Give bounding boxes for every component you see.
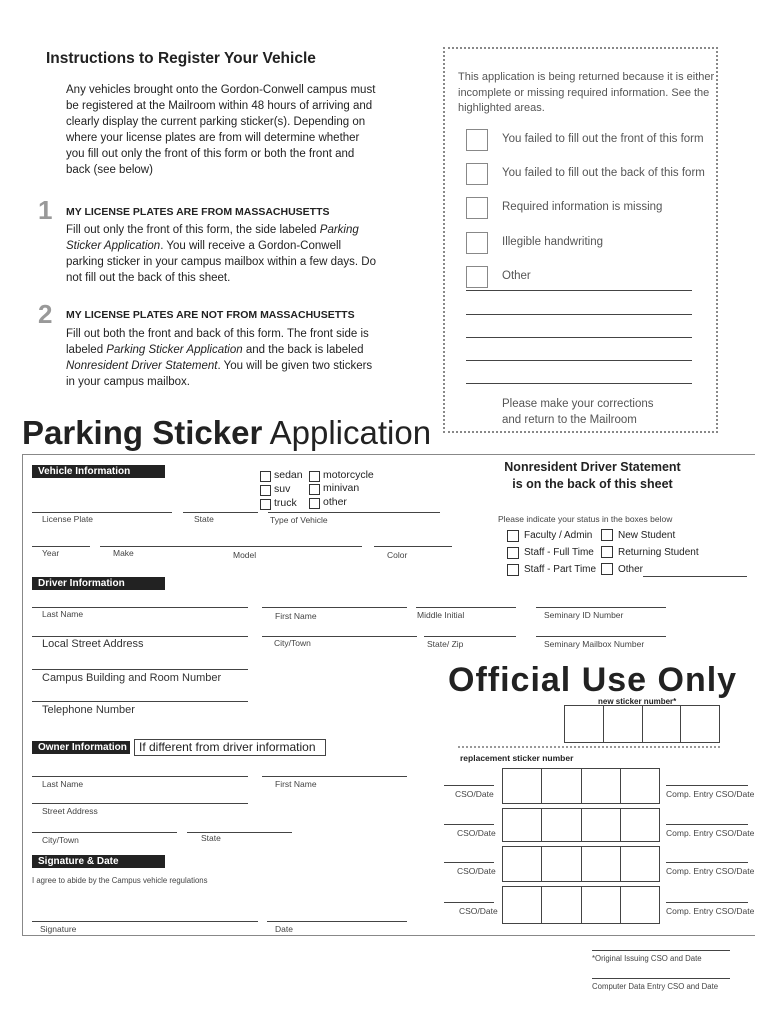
original-issuing-label: *Original Issuing CSO and Date bbox=[592, 954, 702, 963]
color-line[interactable] bbox=[374, 546, 452, 547]
reason-other-label: Other bbox=[502, 270, 531, 282]
year-label: Year bbox=[42, 548, 60, 558]
signature-line[interactable] bbox=[32, 921, 258, 922]
reason-illegible-checkbox[interactable] bbox=[466, 232, 488, 254]
date-label: Date bbox=[275, 924, 293, 934]
reason-missing-checkbox[interactable] bbox=[466, 197, 488, 219]
dotted-divider bbox=[458, 746, 720, 748]
signature-section-header: Signature & Date bbox=[32, 855, 165, 868]
comp-entry-label: Comp. Entry CSO/Date bbox=[666, 866, 755, 876]
status-staff-part-checkbox[interactable] bbox=[507, 564, 519, 576]
notice-line[interactable] bbox=[466, 383, 692, 384]
cso-date-line[interactable] bbox=[444, 902, 494, 903]
agree-statement: I agree to abide by the Campus vehicle regulations bbox=[32, 876, 208, 885]
item-2-heading: MY LICENSE PLATES ARE NOT FROM MASSACHUSETTS bbox=[66, 309, 355, 321]
notice-footer: Please make your corrections and return to the Mailroom bbox=[502, 398, 654, 426]
replacement-grid-1[interactable] bbox=[502, 768, 660, 804]
other-vehicle-label: other bbox=[323, 496, 347, 508]
status-staff-full-checkbox[interactable] bbox=[507, 547, 519, 559]
status-faculty-checkbox[interactable] bbox=[507, 530, 519, 542]
driver-last-name-line[interactable] bbox=[32, 607, 248, 608]
street-address-line[interactable] bbox=[32, 803, 248, 804]
computer-data-label: Computer Data Entry CSO and Date bbox=[592, 982, 719, 991]
cso-date-label: CSO/Date bbox=[457, 828, 496, 838]
driver-section-header: Driver Information bbox=[32, 577, 165, 590]
driver-city-line[interactable] bbox=[262, 636, 417, 637]
item-1-text: Fill out only the front of this form, the side labeled Parking Sticker Application. You will receive a Gordon-Conwell parking sticker in your campus mailbox within a few days. Do not fill out the back of this sheet. bbox=[66, 224, 376, 284]
item-1-heading: MY LICENSE PLATES ARE FROM MASSACHUSETTS bbox=[66, 206, 330, 218]
owner-last-name-label: Last Name bbox=[42, 779, 84, 789]
notice-line[interactable] bbox=[466, 314, 692, 315]
comp-entry-label: Comp. Entry CSO/Date bbox=[666, 789, 755, 799]
local-street-label: Local Street Address bbox=[42, 638, 144, 650]
sedan-label: sedan bbox=[274, 469, 303, 481]
other-vehicle-checkbox[interactable] bbox=[309, 498, 320, 509]
minivan-label: minivan bbox=[323, 482, 360, 494]
reason-missing-label: Required information is missing bbox=[502, 201, 663, 213]
make-label: Make bbox=[113, 548, 134, 558]
local-street-line[interactable] bbox=[32, 636, 248, 637]
comp-entry-line[interactable] bbox=[666, 785, 748, 786]
owner-state-label: State bbox=[201, 833, 221, 843]
cso-date-line[interactable] bbox=[444, 785, 494, 786]
seminary-id-line[interactable] bbox=[536, 607, 666, 608]
telephone-line[interactable] bbox=[32, 701, 248, 702]
middle-initial-line[interactable] bbox=[416, 607, 516, 608]
year-line[interactable] bbox=[32, 546, 90, 547]
state-label: State bbox=[194, 514, 214, 524]
replacement-grid-2[interactable] bbox=[502, 808, 660, 842]
driver-first-name-label: First Name bbox=[275, 611, 317, 621]
owner-city-line[interactable] bbox=[32, 832, 177, 833]
item-1-number: 1 bbox=[38, 195, 53, 225]
cso-date-label: CSO/Date bbox=[457, 866, 496, 876]
motorcycle-checkbox[interactable] bbox=[309, 471, 320, 482]
reason-other-checkbox[interactable] bbox=[466, 266, 488, 288]
cso-date-label: CSO/Date bbox=[455, 789, 494, 799]
notice-line[interactable] bbox=[466, 360, 692, 361]
status-returning-label: Returning Student bbox=[618, 547, 699, 558]
comp-entry-line[interactable] bbox=[666, 824, 748, 825]
driver-first-name-line[interactable] bbox=[262, 607, 407, 608]
seminary-id-label: Seminary ID Number bbox=[544, 610, 624, 620]
official-use-title: Official Use Only bbox=[448, 661, 738, 699]
sedan-checkbox[interactable] bbox=[260, 471, 271, 482]
status-prompt: Please indicate your status in the boxes below bbox=[498, 514, 673, 524]
instructions-intro: Any vehicles brought onto the Gordon-Conwell campus must be registered at the Mailroom within 48 hours of arriving and clearly display the current parking sticker(s). Depending on where your license plates are from will determine whether you fill out only the front of this form or both the front and back (see below) bbox=[66, 84, 376, 176]
status-other-checkbox[interactable] bbox=[601, 563, 613, 575]
make-model-line[interactable] bbox=[100, 546, 362, 547]
license-plate-line[interactable] bbox=[32, 512, 172, 513]
new-sticker-label: new sticker number* bbox=[598, 697, 677, 706]
replacement-label: replacement sticker number bbox=[460, 753, 574, 763]
replacement-grid-3[interactable] bbox=[502, 846, 660, 882]
status-other-line[interactable] bbox=[643, 576, 747, 577]
comp-entry-line[interactable] bbox=[666, 862, 748, 863]
status-staff-part-label: Staff - Part Time bbox=[524, 564, 597, 575]
reason-front-checkbox[interactable] bbox=[466, 129, 488, 151]
signature-label: Signature bbox=[40, 924, 77, 934]
nonresident-notice: Nonresident Driver Statement is on the back of this sheet bbox=[504, 460, 681, 491]
item-2-number: 2 bbox=[38, 299, 53, 329]
comp-entry-label: Comp. Entry CSO/Date bbox=[666, 828, 755, 838]
owner-last-name-line[interactable] bbox=[32, 776, 248, 777]
cso-date-label: CSO/Date bbox=[459, 906, 498, 916]
campus-building-line[interactable] bbox=[32, 669, 248, 670]
item-2-text: Fill out both the front and back of this form. The front side is labeled Parking Sticker Application and the back is labeled Nonresident Driver Statement. You will be given two stickers in your campus mailbox. bbox=[66, 328, 373, 388]
campus-building-label: Campus Building and Room Number bbox=[42, 672, 222, 684]
mailbox-label: Seminary Mailbox Number bbox=[544, 639, 645, 649]
type-of-vehicle-label: Type of Vehicle bbox=[270, 515, 328, 525]
telephone-label: Telephone Number bbox=[42, 704, 135, 716]
street-address-label: Street Address bbox=[42, 806, 98, 816]
middle-initial-label: Middle Initial bbox=[417, 610, 465, 620]
notice-line[interactable] bbox=[466, 290, 692, 291]
instructions-title: Instructions to Register Your Vehicle bbox=[46, 50, 316, 67]
returned-notice-text: This application is being returned because it is either incomplete or missing required information. See the highlighted areas. bbox=[458, 71, 715, 114]
page-title: Parking Sticker Application bbox=[22, 414, 432, 451]
owner-city-label: City/Town bbox=[42, 835, 79, 845]
new-sticker-grid[interactable] bbox=[564, 705, 720, 743]
driver-last-name-label: Last Name bbox=[42, 609, 84, 619]
model-label: Model bbox=[233, 550, 257, 560]
status-faculty-label: Faculty / Admin bbox=[524, 530, 593, 541]
reason-illegible-label: Illegible handwriting bbox=[502, 236, 604, 248]
state-line[interactable] bbox=[183, 512, 258, 513]
driver-city-label: City/Town bbox=[274, 638, 311, 648]
vehicle-section-header: Vehicle Information bbox=[32, 465, 165, 478]
state-zip-line[interactable] bbox=[424, 636, 516, 637]
comp-entry-line[interactable] bbox=[666, 902, 748, 903]
status-new-student-checkbox[interactable] bbox=[601, 529, 613, 541]
state-zip-label: State/ Zip bbox=[427, 639, 464, 649]
reason-front-label: You failed to fill out the front of this form bbox=[502, 133, 704, 145]
notice-line[interactable] bbox=[466, 337, 692, 338]
cso-date-line[interactable] bbox=[444, 862, 494, 863]
truck-checkbox[interactable] bbox=[260, 499, 271, 510]
date-line[interactable] bbox=[267, 921, 407, 922]
owner-first-name-line[interactable] bbox=[262, 776, 407, 777]
license-plate-label: License Plate bbox=[42, 514, 94, 524]
comp-entry-label: Comp. Entry CSO/Date bbox=[666, 906, 755, 916]
replacement-grid-4[interactable] bbox=[502, 886, 660, 924]
owner-section-header: Owner Information bbox=[32, 741, 130, 754]
mailbox-line[interactable] bbox=[536, 636, 666, 637]
cso-date-line[interactable] bbox=[444, 824, 494, 825]
reason-back-checkbox[interactable] bbox=[466, 163, 488, 185]
owner-first-name-label: First Name bbox=[275, 779, 317, 789]
truck-label: truck bbox=[274, 497, 297, 509]
color-label: Color bbox=[387, 550, 408, 560]
vehicle-type-line[interactable] bbox=[268, 512, 440, 513]
computer-data-line[interactable] bbox=[592, 978, 730, 979]
status-staff-full-label: Staff - Full Time bbox=[524, 547, 594, 558]
suv-checkbox[interactable] bbox=[260, 485, 271, 496]
suv-label: suv bbox=[274, 483, 291, 495]
motorcycle-label: motorcycle bbox=[323, 469, 374, 481]
status-returning-checkbox[interactable] bbox=[601, 546, 613, 558]
original-issuing-line[interactable] bbox=[592, 950, 730, 951]
owner-note: If different from driver information bbox=[134, 739, 326, 756]
status-other-label: Other bbox=[618, 564, 644, 575]
minivan-checkbox[interactable] bbox=[309, 484, 320, 495]
status-new-student-label: New Student bbox=[618, 530, 676, 541]
reason-back-label: You failed to fill out the back of this form bbox=[502, 167, 705, 179]
